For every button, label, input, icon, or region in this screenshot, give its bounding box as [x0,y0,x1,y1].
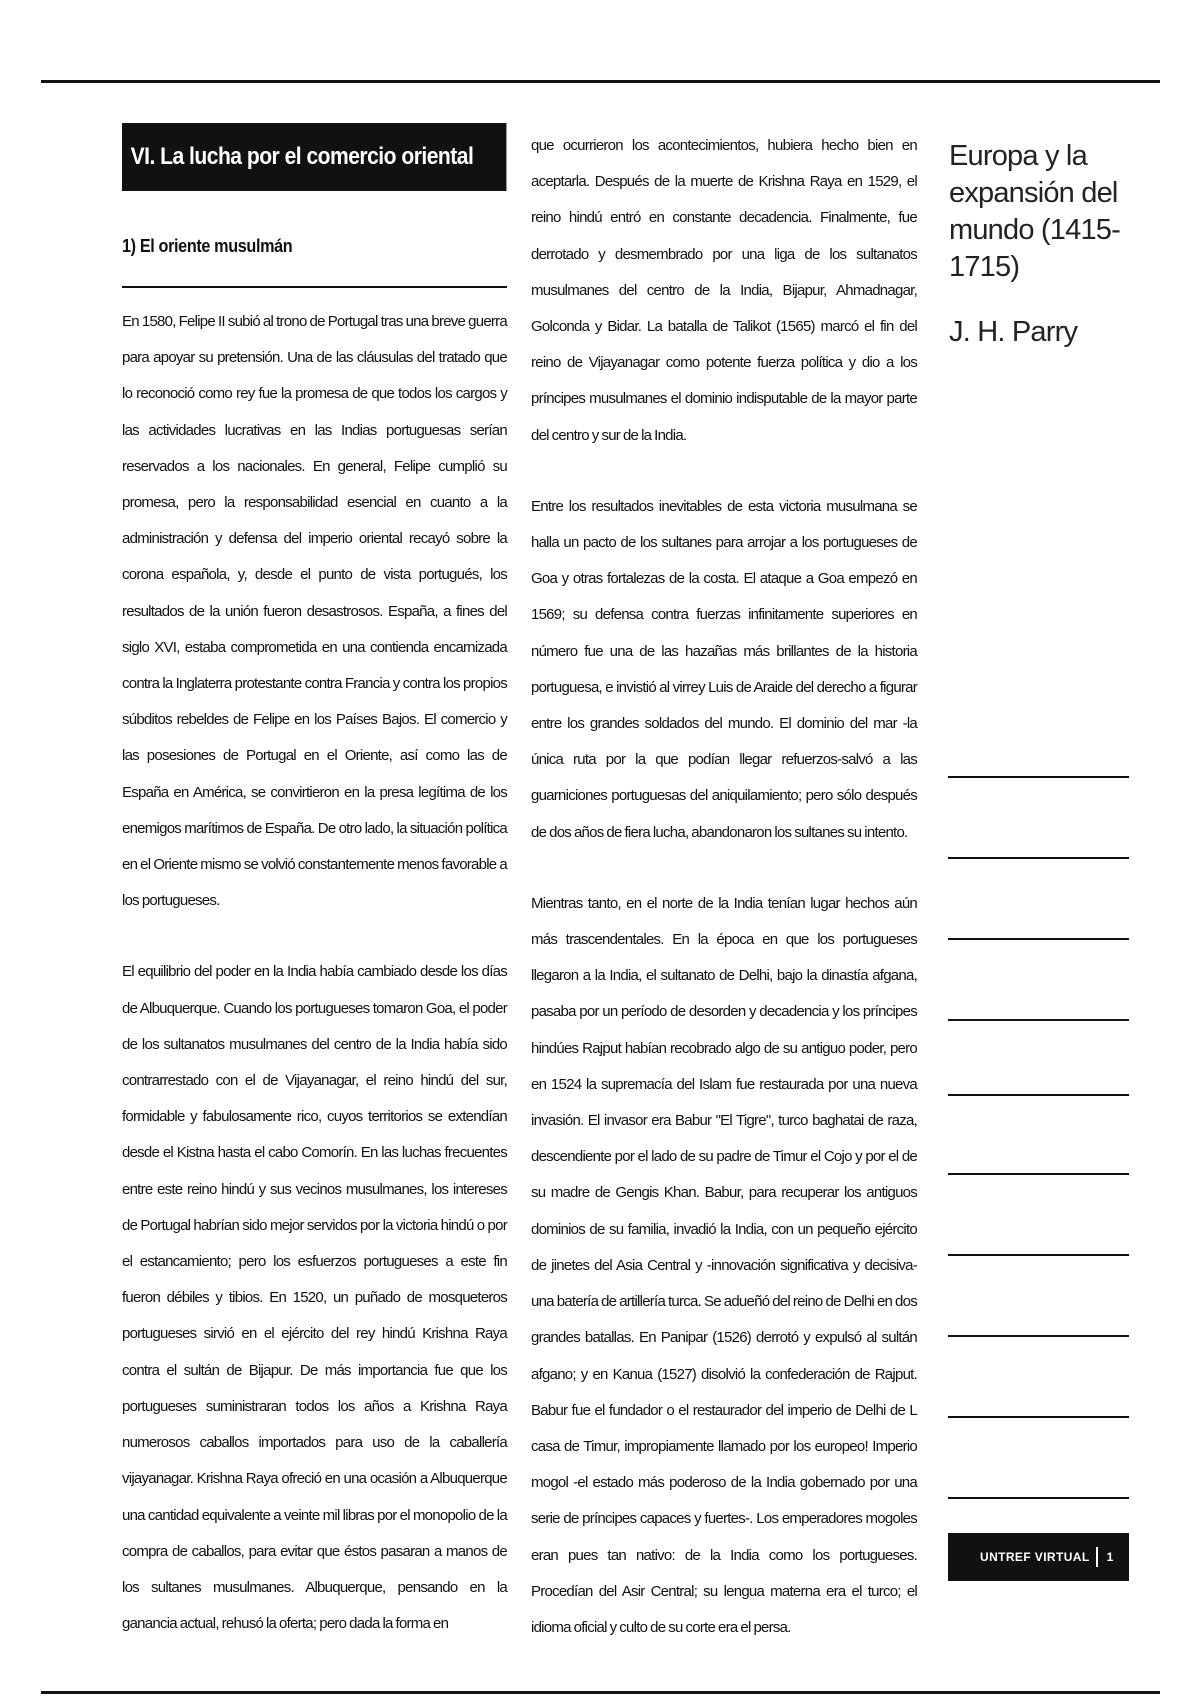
bottom-rule [41,1691,1160,1694]
note-line [948,1094,1129,1096]
paragraph: que ocurrieron los acontecimientos, hubiera hecho bien en aceptarla. Después de la muerte de Krishna Raya en 1529, el reino hindú entró en constante decadencia. Finalmente, fue derrotado y desmembrado por una liga de los sultanatos musulmanes del centro de la India, Bijapur, Ahmadnagar, Golconda y Bidar. La batalla de Talikot (1565) marcó el fin del reino de Vijayanagar como potente fuerza política y dio a los príncipes musulmanes el dominio indisputable de la mayor parte del centro y sur de la India. [531,137,917,444]
book-title: Europa y la expansión del mundo (1415- 1715) [949,140,1120,283]
section-heading: 1) El oriente musulmán [122,236,293,256]
chapter-title [122,123,506,191]
note-line [948,1416,1129,1418]
note-line [948,776,1129,778]
middle-column [531,128,917,1646]
book-author: J. H. Parry [949,316,1078,348]
note-line [948,1173,1129,1175]
footer-brand: UNTREF VIRTUAL [980,1550,1090,1564]
paragraph: El equilibrio del poder en la India había cambiado desde los días de Albuquerque. Cuando los portugueses tomaron Goa, el poder de los sultanatos musulmanes del centro de la India había sido contrarrestado con el de Vijayanagar, el reino hindú del sur, formidable y fabulosamente rico, cuyos territorios se extendían desde el Kistna hasta el cabo Comorín. En las luchas frecuentes entre este reino hindú y sus vecinos musulmanes, los intereses de Portugal habrían sido mejor servidos por la victoria hindú o por el estancamiento; pero los esfuerzos portugueses a este fin fueron débiles y tibios. En 1520, un puñado de mosqueteros portugueses sirvió en el ejército del rey hindú Krishna Raya contra el sultán de Bijapur. De más importancia fue que los portugueses suministraran todos los años a Krishna Raya numerosos caballos importados para uso de la caballería vijayanagar. Krishna Raya ofreció en una ocasión a Albuquerque una cantidad equivalente a veinte mil libras por el monopolio de la compra de caballos, para evitar que éstos pasaran a manos de los sultanes musulmanes. Albuquerque, pensando en la ganancia actual, rehusó la oferta; pero dada la forma en [122,963,507,1633]
note-line [948,1254,1129,1256]
sidebar [949,138,1131,349]
note-line [948,1335,1129,1337]
note-line [948,1019,1129,1021]
note-line [948,857,1129,859]
left-column [122,123,507,1642]
top-rule [41,80,1160,83]
page-number: 1 [1106,1550,1114,1564]
paragraph: Entre los resultados inevitables de esta victoria musulmana se halla un pacto de los sultanes para arrojar a los portugueses de Goa y otras fortalezas de la costa. El ataque a Goa empezó en 1569; su defensa contra fuerzas infinitamente superiores en número fue una de las hazañas más brillantes de la historia portuguesa, e invistió al virrey Luis de Araide del derecho a figurar entre los grandes soldados del mundo. El dominio del mar -la única ruta por la que podían llegar refuerzos-salvó a las guarniciones portuguesas del aniquilamiento; pero sólo después de dos años de fiera lucha, abandonaron los sultanes su intento. [531,497,917,841]
chapter-title-text: VI. La lucha por el comercio oriental [130,143,474,170]
footer-badge [948,1533,1129,1581]
note-line [948,1497,1129,1499]
section-rule [122,286,507,288]
paragraph: En 1580, Felipe II subió al trono de Portugal tras una breve guerra para apoyar su pretensión. Una de las cláusulas del tratado que lo reconoció como rey fue la promesa de que todos los cargos y las actividades lucrativas en las Indias portuguesas serían reservados a los nacionales. En general, Felipe cumplió su promesa, pero la responsabilidad esencial en cuanto a la administración y defensa del imperio oriental recayó sobre la corona española, y, desde el punto de vista portugués, los resultados de la unión fueron desastrosos. España, a fines del siglo XVI, estaba comprometida en una contienda encarnizada contra la Inglaterra protestante contra Francia y contra los propios súbditos rebeldes de Felipe en los Países Bajos. El comercio y las posesiones de Portugal en el Oriente, así como las de España en América, se convirtieron en la presa legítima de los enemigos marítimos de España. De otro lado, la situación política en el Oriente mismo se volvió constantemente menos favorable a los portugueses. [122,313,507,910]
note-line [948,938,1129,940]
paragraph: Mientras tanto, en el norte de la India tenían lugar hechos aún más trascendentales. En la época en que los portugueses llegaron a la India, el sultanato de Delhi, bajo la dinastía afgana, pasaba por un período de desorden y decadencia y los príncipes hindúes Rajput habían recobrado algo de su antiguo poder, pero en 1524 la supremacía del Islam fue restaurada por una nueva invasión. El invasor era Babur "El Tigre", turco baghatai de raza, descendiente por el lado de su padre de Timur el Cojo y por el de su madre de Gengis Khan. Babur, para recuperar los antiguos dominios de su familia, invadió la India, con un pequeño ejército de jinetes del Asia Central y -innovación significativa y decisiva- una batería de artillería turca. Se adueñó del reino de Delhi en dos grandes batallas. En Panipar (1526) derrotó y expulsó al sultán afgano; y en Kanua (1527) disolvió la confederación de Rajput. Babur fue el fundador o el restaurador del imperio de Delhi de L casa de Timur, impropiamente llamado por los europeo! Imperio mogol -el estado más poderoso de la India gobernado por una serie de príncipes capaces y fuertes-. Los emperadores mogoles eran pues tan nativo: de la India como los portugueses. Procedían del Asir Central; su lengua materna era el turco; el idioma oficial y culto de su corte era el persa. [531,894,917,1636]
footer-separator [1096,1547,1098,1567]
